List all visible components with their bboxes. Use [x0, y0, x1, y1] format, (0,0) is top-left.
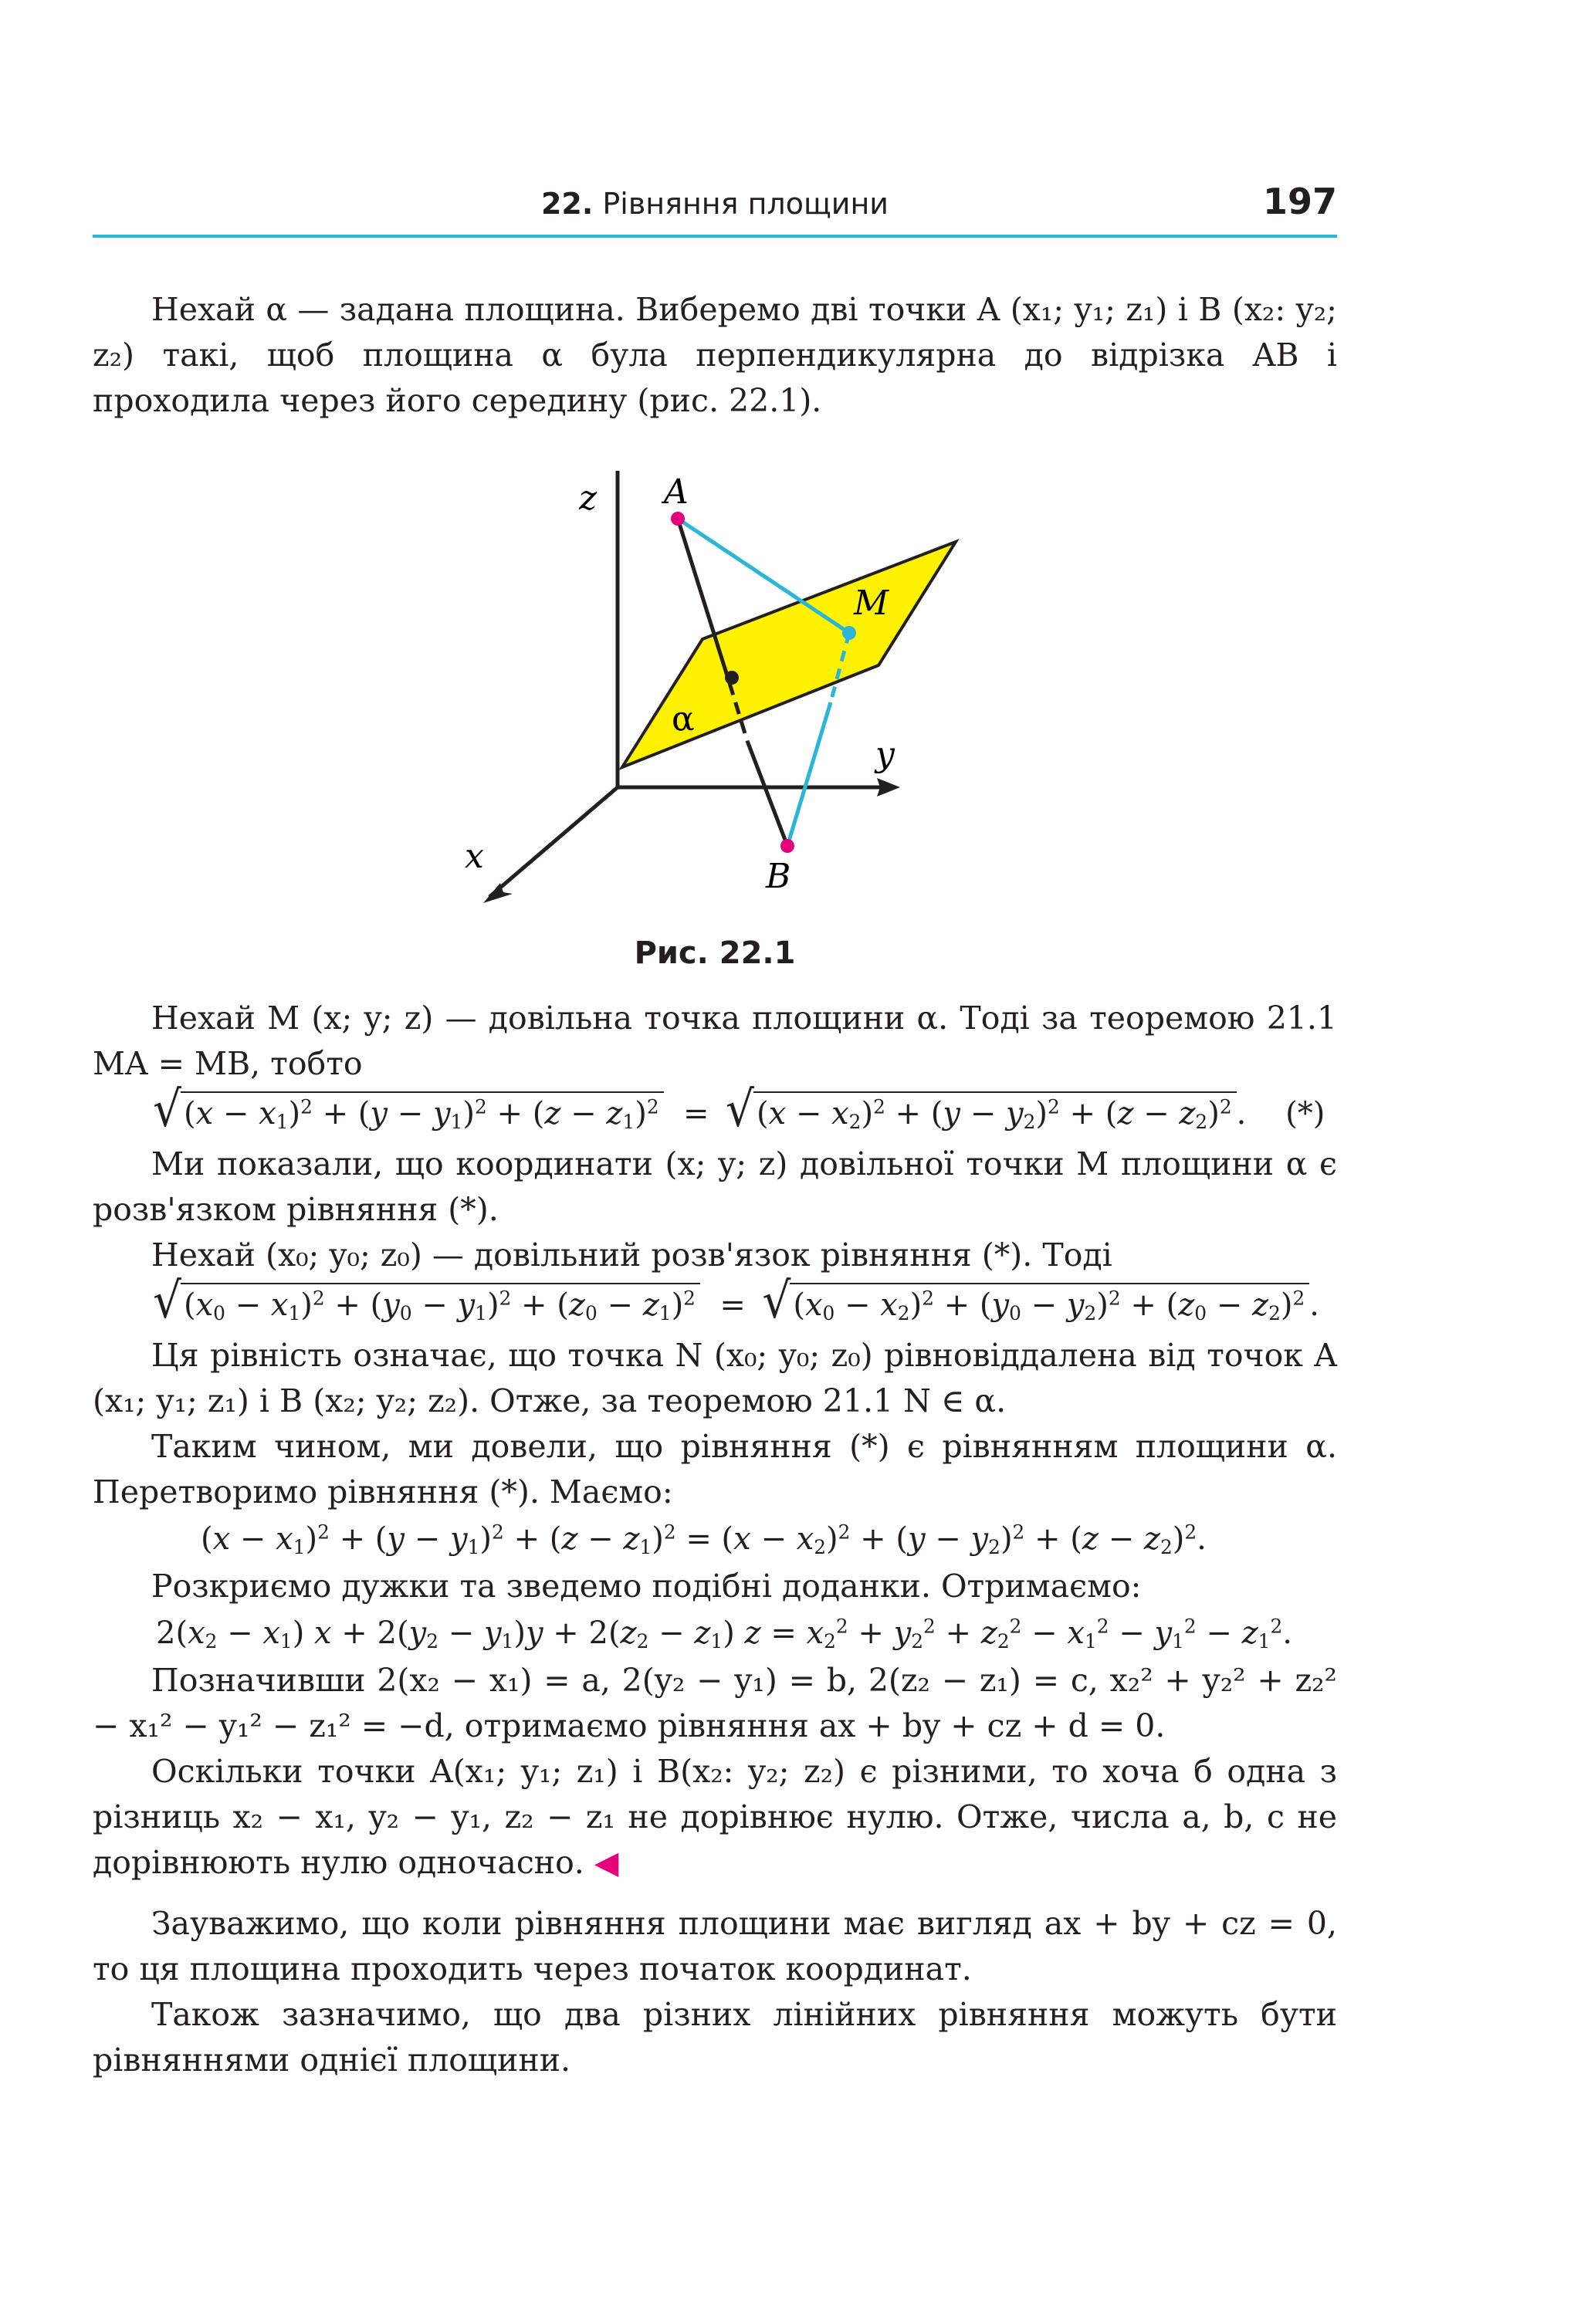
label-z: z — [579, 479, 598, 518]
segment-plane-B — [747, 741, 787, 846]
paragraph-4: Нехай (x₀; y₀; z₀) — довільний розв'язок рівняння (*). Тоді — [151, 1236, 1112, 1274]
paragraph-9: Оскільки точки A(x₁; y₁; z₁) і B(x₂: y₂; z₂) є різними, то хоча б одна з різниць x₂ − x₁, y₂ − y₁, z₂ − z₁ не дорівнює нулю. Отже, числа a, b, c не дорівнюють нулю одночасно. ◀ — [93, 1753, 1337, 1881]
paragraph-2: Нехай M (x; y; z) — довільна точка площини α. Тоді за теоремою 21.1 MA = MB, тобто — [93, 1000, 1337, 1082]
x-axis — [489, 787, 618, 897]
paragraph-8: Позначивши 2(x₂ − x₁) = a, 2(y₂ − y₁) = b, 2(z₂ − z₁) = c, x₂² + y₂² + z₂² − x₁² − y₁² − z₁² = −d, отримаємо рівняння ax + by + cz + d = 0. — [93, 1662, 1337, 1744]
equation-4: $2(x_2 - x_1) x + 2(y_2 - y_1)y + 2(z_2 - z_1) z = x_2^2 + y_2^2 + z_2^2 - x_1^2 - y_1^2 - z_1^2$. — [156, 1615, 1292, 1653]
paragraph-1: Нехай α — задана площина. Виберемо дві точки A (x₁; y₁; z₁) і B (x₂: y₂; z₂) такі, щоб площина α була перпендикулярна до відрізка AB і проходила через його середину (рис. 22.1). — [93, 291, 1337, 419]
point-midpoint — [725, 671, 739, 685]
page-number: 197 — [1262, 181, 1337, 222]
label-y: y — [875, 735, 895, 774]
paragraph-6: Таким чином, ми довели, що рівняння (*) є рівнянням площини α. Перетворимо рівняння (*). Маємо: — [93, 1428, 1337, 1510]
paragraph-3: Ми показали, що координати (x; y; z) довільної точки M площини α є розв'язком рівняння (*). — [93, 1145, 1337, 1228]
paragraph-10: Зауважимо, що коли рівняння площини має вигляд ax + by + cz = 0, то ця площина проходить через початок координат. — [93, 1905, 1337, 1987]
label-A: A — [664, 472, 689, 512]
point-B — [780, 839, 794, 853]
label-x: x — [465, 837, 484, 876]
paragraph-5: Ця рівність означає, що точка N (x₀; y₀; z₀) рівновіддалена від точок A (x₁; y₁; z₁) і B (x₂; y₂; z₂). Отже, за теоремою 21.1 N ∈ α. — [93, 1337, 1337, 1419]
point-A — [671, 512, 685, 526]
figure-caption: Рис. 22.1 — [634, 935, 796, 971]
paragraph-11: Також зазначимо, що два різних лінійних рівняння можуть бути рівняннями однієї площини. — [93, 1996, 1337, 2079]
equation-2: √ $(x_0 - x_1)^2 + (y_0 - y_1)^2 + (z_0 - z_1)^2$ = √ $(x_0 - x_2)^2 + (y_0 - y_2)^2 + (z_0 - z_2)^2$ . — [93, 1283, 1337, 1328]
point-M — [842, 626, 856, 640]
main-text — [93, 996, 1337, 2083]
segment-MB — [787, 702, 831, 846]
figure-22-1 — [432, 471, 988, 934]
equation-1: √ $(x - x_1)^2 + (y - y_1)^2 + (z - z_1)^2$ = √ $(x - x_2)^2 + (y - y_2)^2 + (z - z_2)^2$ . (*) — [93, 1091, 1337, 1137]
equation-3: $(x - x_1)^2 + (y - y_1)^2 + (z - z_1)^2 = (x - x_2)^2 + (y - y_2)^2 + (z - z_2)^2$. — [201, 1521, 1207, 1559]
label-alpha: α — [672, 699, 695, 739]
end-of-proof-marker: ◀ — [594, 1844, 619, 1881]
equation-mark: (*) — [1285, 1096, 1325, 1132]
label-M: M — [854, 584, 889, 623]
section-title: 22. Рівняння площини — [540, 187, 889, 221]
x-axis-arrow — [483, 883, 513, 903]
intro-paragraph — [93, 287, 1337, 424]
running-header — [93, 178, 1337, 238]
paragraph-7: Розкриємо дужки та зведемо подібні доданки. Отримаємо: — [151, 1568, 1142, 1605]
y-axis-arrow — [877, 778, 900, 797]
label-B: B — [766, 857, 791, 896]
